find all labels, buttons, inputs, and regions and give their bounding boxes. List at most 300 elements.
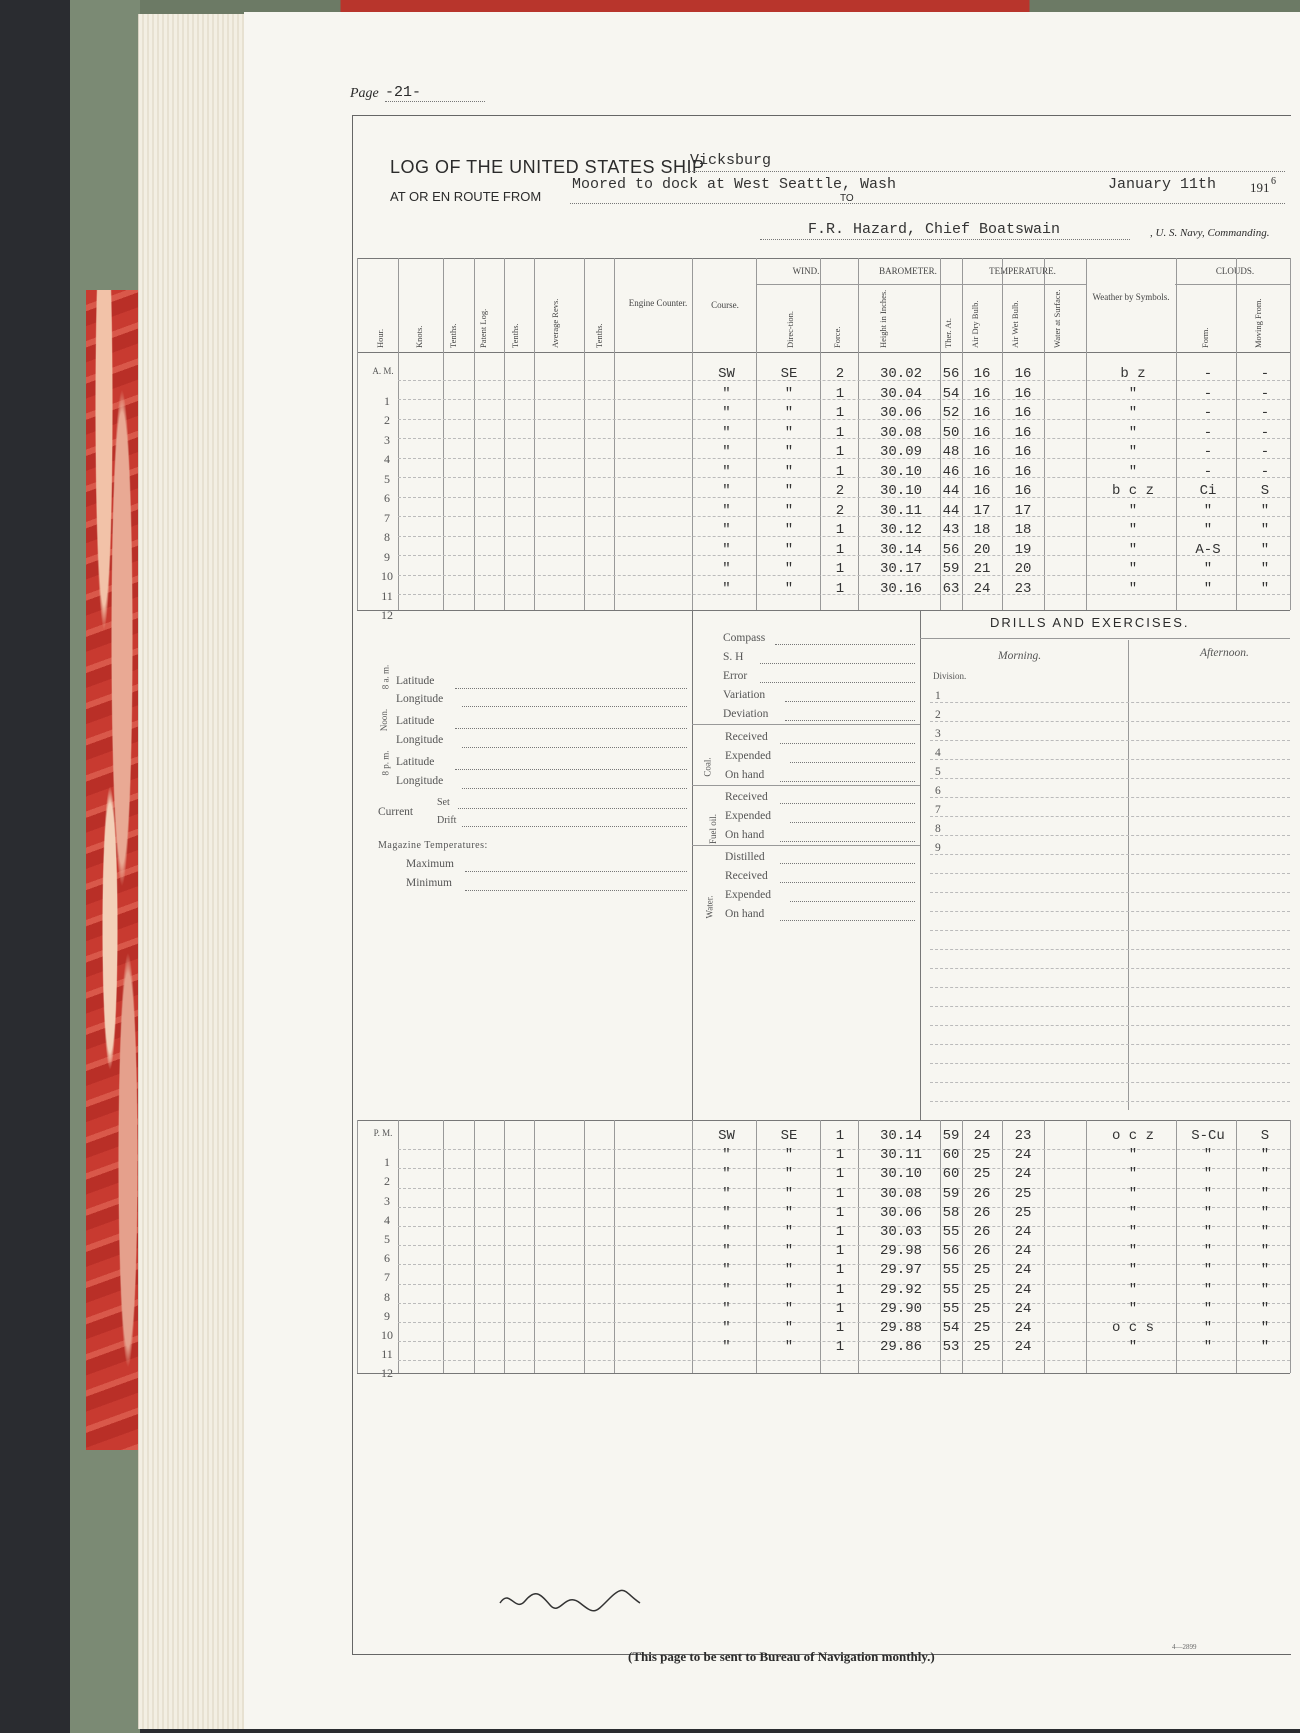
pm-label: P. M. — [373, 1128, 393, 1138]
cell-form: " — [1203, 1262, 1213, 1279]
col-tenths-3: Tenths. — [594, 323, 604, 348]
cell-moving: - — [1260, 405, 1270, 421]
cell-course: " — [722, 483, 731, 499]
coal-label: Coal. — [702, 757, 713, 777]
pm-longitude-label: Longitude — [396, 775, 444, 787]
cell-dry: 26 — [973, 1243, 991, 1260]
hour-label: 10 — [381, 1328, 393, 1342]
cell-form: " — [1203, 1339, 1213, 1356]
cell-height: 30.08 — [879, 424, 922, 441]
cell-course: " — [722, 1300, 731, 1317]
grid-column-line — [584, 258, 585, 610]
cell-dir: " — [784, 1339, 794, 1356]
col-clouds: CLOUDS. — [1215, 266, 1255, 276]
cell-dry: 17 — [973, 502, 991, 519]
cell-force: 1 — [835, 385, 845, 402]
drift-line — [462, 826, 687, 827]
cell-moving: " — [1260, 580, 1270, 597]
cell-wet: 24 — [1014, 1281, 1032, 1298]
coal-received: Received — [725, 731, 768, 743]
error-label: Error — [723, 670, 748, 682]
hour-label: 3 — [384, 1193, 390, 1208]
drill-row-line — [930, 721, 1290, 722]
cell-dry: 18 — [973, 522, 991, 538]
col-air-dry: Air Dry Bulb. — [970, 300, 980, 348]
cell-height: 29.98 — [879, 1243, 922, 1260]
minimum-line — [465, 890, 687, 891]
fuel-expended-line — [790, 822, 915, 823]
cell-ther: 60 — [942, 1147, 960, 1164]
cell-wet: 16 — [1014, 385, 1032, 402]
cell-moving: S — [1260, 1128, 1270, 1144]
drill-row-line — [930, 778, 1290, 779]
cell-ther: 44 — [942, 502, 960, 519]
cell-force: 1 — [835, 1339, 845, 1356]
noon-longitude-line — [462, 747, 687, 748]
cell-dry: 25 — [973, 1281, 991, 1298]
to-label: TO — [840, 193, 854, 204]
grid-column-line — [1176, 258, 1177, 610]
cell-wet: 24 — [1014, 1320, 1032, 1336]
cell-moving: " — [1260, 1185, 1270, 1202]
drills-division: Division. — [933, 671, 967, 681]
maximum-line — [465, 871, 687, 872]
cell-moving: " — [1260, 1300, 1270, 1317]
hour-label: 11 — [381, 1347, 393, 1362]
cell-moving: - — [1260, 463, 1270, 480]
cell-form: - — [1203, 424, 1213, 441]
compass-bottom — [692, 724, 920, 725]
cell-ther: 55 — [942, 1262, 960, 1279]
cell-dir: " — [784, 444, 794, 460]
cell-form: - — [1203, 463, 1213, 480]
cell-weather: " — [1128, 385, 1138, 402]
cell-course: " — [722, 580, 731, 597]
hour-label: 5 — [384, 1232, 390, 1246]
cell-course: " — [722, 561, 731, 577]
grid-column-line — [504, 258, 505, 610]
compass-line — [775, 644, 915, 645]
cell-moving: - — [1260, 366, 1270, 382]
cell-ther: 59 — [942, 561, 960, 577]
cell-height: 29.86 — [879, 1339, 922, 1356]
cell-dir: " — [784, 522, 794, 538]
hour-label: 6 — [384, 1251, 390, 1266]
water-on-hand: On hand — [725, 908, 765, 920]
cell-moving: " — [1260, 522, 1270, 538]
cell-moving: - — [1260, 424, 1270, 441]
cell-dir: SE — [780, 366, 798, 382]
compass-label: Compass — [723, 632, 766, 644]
cell-dry: 16 — [973, 463, 991, 480]
cell-dry: 25 — [973, 1147, 991, 1164]
cell-course: " — [722, 424, 731, 441]
cell-course: " — [722, 1243, 731, 1260]
set-label: Set — [437, 797, 450, 808]
commander-name: F.R. Hazard, Chief Boatswain — [808, 221, 1061, 238]
col-hour: Hour. — [375, 328, 385, 348]
cell-weather: " — [1128, 1281, 1138, 1298]
col-avg-revs: Average Revs. — [550, 298, 560, 348]
col-force: Force. — [832, 326, 842, 348]
cell-weather: " — [1128, 1300, 1138, 1317]
cell-height: 29.92 — [879, 1281, 922, 1298]
water-distilled-line — [780, 863, 915, 864]
cell-course: " — [722, 405, 731, 421]
cell-force: 2 — [835, 483, 845, 499]
col-temperature: TEMPERATURE. — [989, 266, 1056, 276]
cell-form: - — [1203, 444, 1213, 460]
cell-force: 1 — [835, 541, 845, 558]
drill-row-line — [930, 835, 1290, 836]
cell-weather: o c s — [1111, 1320, 1154, 1336]
cell-form: S-Cu — [1191, 1128, 1225, 1144]
pos-pm-label: 8 p. m. — [380, 750, 391, 776]
drill-row-line — [930, 816, 1290, 817]
cell-height: 30.03 — [879, 1224, 922, 1240]
coal-expended-line — [790, 762, 915, 763]
hour-label: 12 — [381, 608, 393, 622]
grid-column-line — [1044, 1120, 1045, 1373]
variation-line — [785, 701, 915, 702]
cell-dry: 26 — [973, 1204, 991, 1221]
cell-height: 30.06 — [879, 1204, 922, 1221]
water-on-hand-line — [780, 920, 915, 921]
cell-weather: " — [1128, 1339, 1138, 1356]
cell-form: - — [1203, 366, 1213, 382]
am-longitude-label: Longitude — [396, 693, 444, 705]
drills-title-line — [920, 638, 1290, 639]
hour-label: 1 — [384, 393, 390, 408]
hour-label: 6 — [384, 491, 390, 505]
cell-course: " — [722, 1224, 731, 1240]
cell-dir: " — [784, 1147, 794, 1164]
cell-moving: " — [1260, 1320, 1270, 1336]
cell-force: 1 — [835, 1185, 845, 1202]
magazine-label: Magazine Temperatures: — [378, 840, 488, 851]
cell-weather: " — [1128, 1243, 1138, 1260]
col-height: Height in Inches. — [878, 289, 888, 348]
signature — [495, 1583, 645, 1623]
cell-moving: " — [1260, 1262, 1270, 1279]
cell-form: A-S — [1195, 541, 1221, 558]
cell-force: 1 — [835, 463, 845, 480]
grid-column-line — [1044, 258, 1045, 610]
cell-moving: " — [1260, 502, 1270, 519]
hour-label: 2 — [384, 413, 390, 427]
cell-wet: 24 — [1014, 1262, 1032, 1279]
coal-bottom — [692, 785, 920, 786]
route-from: Moored to dock at West Seattle, Wash — [572, 176, 897, 193]
drill-row-line — [930, 949, 1290, 950]
cell-form: " — [1203, 1166, 1213, 1183]
cell-course: " — [722, 522, 731, 538]
cell-form: " — [1203, 1281, 1213, 1298]
cell-moving: " — [1260, 1224, 1270, 1240]
cell-dir: " — [784, 1320, 794, 1336]
cell-force: 1 — [835, 405, 845, 421]
cell-wet: 18 — [1014, 522, 1032, 538]
cell-form: " — [1203, 1243, 1213, 1260]
hour-label: 12 — [381, 1366, 393, 1381]
grid-top-line — [357, 258, 1290, 259]
cell-ther: 48 — [942, 444, 960, 460]
hour-label: 9 — [384, 549, 390, 564]
coal-on-hand: On hand — [725, 769, 765, 781]
cell-form: " — [1203, 1147, 1213, 1164]
cell-course: SW — [718, 366, 735, 382]
cell-height: 30.02 — [879, 366, 922, 382]
noon-latitude-label: Latitude — [396, 715, 435, 727]
drill-row-line — [930, 987, 1290, 988]
hour-label: 2 — [384, 1174, 390, 1189]
cell-dir: " — [784, 463, 794, 480]
cell-dir: " — [784, 1262, 794, 1279]
cell-wet: 25 — [1014, 1185, 1032, 1202]
cell-dir: " — [784, 1243, 794, 1260]
cell-moving: " — [1260, 541, 1270, 558]
drill-row-line — [930, 702, 1290, 703]
footer-note: (This page to be sent to Bureau of Navigation monthly.) — [628, 1649, 935, 1664]
cell-course: " — [722, 1204, 731, 1221]
drill-division-number: 1 — [935, 690, 941, 702]
cell-moving: " — [1260, 1339, 1270, 1356]
cell-course: " — [722, 463, 731, 480]
drill-row-line — [930, 1025, 1290, 1026]
drill-row-line — [930, 740, 1290, 741]
cell-dry: 16 — [973, 405, 991, 421]
cell-dry: 24 — [973, 1128, 991, 1144]
cell-ther: 53 — [942, 1339, 960, 1356]
drill-row-line — [930, 854, 1290, 855]
cell-height: 30.04 — [879, 385, 922, 402]
grid-column-line — [1236, 1120, 1237, 1373]
page-label: Page — [350, 86, 379, 101]
log-title: LOG OF THE UNITED STATES SHIP — [390, 157, 705, 177]
cell-moving: " — [1260, 561, 1270, 577]
cell-course: " — [722, 1320, 731, 1336]
cell-form: " — [1203, 522, 1213, 538]
commander-line — [760, 239, 1130, 240]
coal-expended: Expended — [725, 750, 771, 762]
cell-weather: " — [1128, 1166, 1138, 1183]
cell-weather: " — [1128, 463, 1138, 480]
cell-height: 30.11 — [879, 502, 922, 519]
grid-column-line — [1290, 258, 1291, 610]
cell-height: 30.06 — [879, 405, 922, 421]
cell-course: " — [722, 1281, 731, 1298]
pm-grid-bottom — [357, 1373, 1290, 1374]
cell-force: 1 — [835, 444, 845, 460]
grid-column-line — [692, 258, 693, 610]
cell-height: 29.88 — [879, 1320, 922, 1336]
cell-wet: 19 — [1014, 541, 1032, 558]
cell-weather: " — [1128, 1204, 1138, 1221]
cell-wet: 16 — [1014, 424, 1032, 441]
col-wind: WIND. — [792, 266, 820, 276]
drill-row-line — [930, 873, 1290, 874]
cell-ther: 44 — [942, 483, 960, 499]
col-ther-at: Ther. At. — [943, 318, 953, 348]
log-date: January 11th — [1108, 176, 1217, 193]
cell-dir: SE — [780, 1128, 798, 1144]
hour-label: 8 — [384, 530, 390, 544]
ship-name-line — [685, 171, 1285, 172]
cell-weather: " — [1128, 561, 1138, 577]
cell-dir: " — [784, 385, 794, 402]
col-weather: Weather by Symbols. — [1092, 292, 1170, 302]
cell-dir: " — [784, 1166, 794, 1183]
cell-dry: 25 — [973, 1262, 991, 1279]
cell-dry: 16 — [973, 366, 991, 382]
cell-form: " — [1203, 1224, 1213, 1240]
cell-force: 1 — [835, 1262, 845, 1279]
cell-weather: " — [1128, 502, 1138, 519]
cell-wet: 24 — [1014, 1166, 1032, 1183]
col-tenths-1: Tenths. — [448, 323, 458, 348]
cell-height: 30.12 — [879, 522, 922, 538]
cell-course: SW — [718, 1128, 735, 1144]
cell-course: " — [722, 385, 731, 402]
hour-label: 9 — [384, 1308, 390, 1323]
col-water-surface: Water at Surface. — [1052, 289, 1062, 348]
pos-am-label: 8 a. m. — [380, 664, 391, 690]
water-expended: Expended — [725, 889, 771, 901]
cell-weather: " — [1128, 522, 1138, 538]
col-tenths-2: Tenths. — [510, 323, 520, 348]
grid-column-line — [756, 1120, 757, 1373]
cell-ther: 58 — [942, 1204, 960, 1221]
cell-height: 30.16 — [879, 580, 922, 597]
cell-height: 29.90 — [879, 1300, 922, 1317]
cell-moving: " — [1260, 1147, 1270, 1164]
cell-course: " — [722, 1166, 731, 1183]
cell-moving: " — [1260, 1204, 1270, 1221]
cell-weather: o c z — [1111, 1128, 1154, 1144]
drill-division-number: 5 — [935, 766, 941, 778]
cell-wet: 24 — [1014, 1300, 1032, 1317]
cell-dir: " — [784, 1224, 794, 1240]
water-label: Water. — [704, 895, 715, 919]
cell-force: 1 — [835, 1281, 845, 1298]
cell-height: 29.97 — [879, 1262, 922, 1279]
cell-force: 1 — [835, 424, 845, 441]
cell-weather: b z — [1120, 366, 1146, 382]
grid-column-line — [756, 258, 757, 610]
deviation-label: Deviation — [723, 708, 769, 720]
drill-division-number: 7 — [935, 804, 941, 816]
hour-label: 4 — [384, 452, 390, 466]
noon-longitude-label: Longitude — [396, 734, 444, 746]
col-form: Form. — [1200, 327, 1210, 348]
cell-course: " — [722, 1147, 731, 1164]
drill-row-line — [930, 930, 1290, 931]
fuel-received: Received — [725, 791, 768, 803]
grid-column-line — [858, 1120, 859, 1373]
cell-course: " — [722, 1339, 731, 1356]
year-prefix: 191 — [1250, 180, 1270, 195]
cell-ther: 56 — [942, 366, 960, 382]
grid-column-line — [357, 1120, 358, 1373]
cell-dry: 25 — [973, 1166, 991, 1183]
grid-header-bottom — [357, 352, 1290, 353]
hour-label: 7 — [384, 510, 390, 525]
cell-form: " — [1203, 580, 1213, 597]
cell-form: - — [1203, 385, 1213, 402]
cell-dir: " — [784, 1300, 794, 1317]
hour-label: 7 — [384, 1270, 390, 1285]
cell-dry: 20 — [973, 541, 991, 558]
hour-label: 4 — [384, 1212, 390, 1227]
col-engine-counter: Engine Counter. — [628, 298, 688, 308]
drill-row-line — [930, 968, 1290, 969]
subheader-line-1 — [756, 284, 1086, 285]
cell-wet: 25 — [1014, 1204, 1032, 1221]
grid-column-line — [820, 258, 821, 610]
grid-column-line — [1290, 1120, 1291, 1373]
cell-course: " — [722, 502, 731, 519]
pm-latitude-label: Latitude — [396, 756, 435, 768]
drills-divider — [1128, 640, 1129, 1110]
maximum-label: Maximum — [406, 858, 454, 870]
cell-dry: 24 — [973, 580, 991, 597]
sh-label: S. H — [723, 651, 744, 663]
col-patent-log: Patent Log. — [478, 308, 488, 348]
cell-moving: - — [1260, 385, 1270, 402]
current-label: Current — [378, 806, 414, 818]
cell-ther: 55 — [942, 1281, 960, 1298]
col-moving-from: Moving From. — [1253, 298, 1263, 348]
cell-dir: " — [784, 580, 794, 597]
grid-column-line — [474, 1120, 475, 1373]
cell-ther: 50 — [942, 424, 960, 441]
grid-column-line — [534, 1120, 535, 1373]
cell-wet: 24 — [1014, 1243, 1032, 1260]
cell-force: 2 — [835, 366, 845, 382]
fuel-on-hand: On hand — [725, 829, 765, 841]
cell-force: 1 — [835, 1243, 845, 1260]
route-label: AT OR EN ROUTE FROM — [390, 189, 542, 204]
grid-column-line — [1236, 258, 1237, 610]
cell-height: 30.14 — [879, 541, 922, 558]
grid-column-line — [1176, 1120, 1177, 1373]
cell-wet: 24 — [1014, 1224, 1032, 1240]
route-line — [570, 203, 1285, 204]
cell-force: 1 — [835, 580, 845, 597]
cell-ther: 59 — [942, 1185, 960, 1202]
grid-column-line — [1086, 1120, 1087, 1373]
drill-row-line — [930, 911, 1290, 912]
hour-label: 1 — [384, 1155, 390, 1170]
cell-ther: 43 — [942, 522, 960, 538]
hour-label: 11 — [381, 588, 393, 603]
cell-dir: " — [784, 1185, 794, 1202]
sh-line — [760, 663, 915, 664]
noon-latitude-line — [455, 728, 687, 729]
cell-form: " — [1203, 1185, 1213, 1202]
mid-divider-1 — [692, 610, 693, 1120]
col-course: Course. — [711, 300, 739, 310]
water-received: Received — [725, 870, 768, 882]
cell-dir: " — [784, 1204, 794, 1221]
hour-label: 5 — [384, 471, 390, 486]
col-air-wet: Air Wet Bulb. — [1010, 300, 1020, 348]
cell-course: " — [722, 444, 731, 460]
drills-afternoon: Afternoon. — [1200, 647, 1249, 659]
grid-column-line — [614, 258, 615, 610]
cell-ther: 56 — [942, 1243, 960, 1260]
cell-force: 1 — [835, 522, 845, 538]
